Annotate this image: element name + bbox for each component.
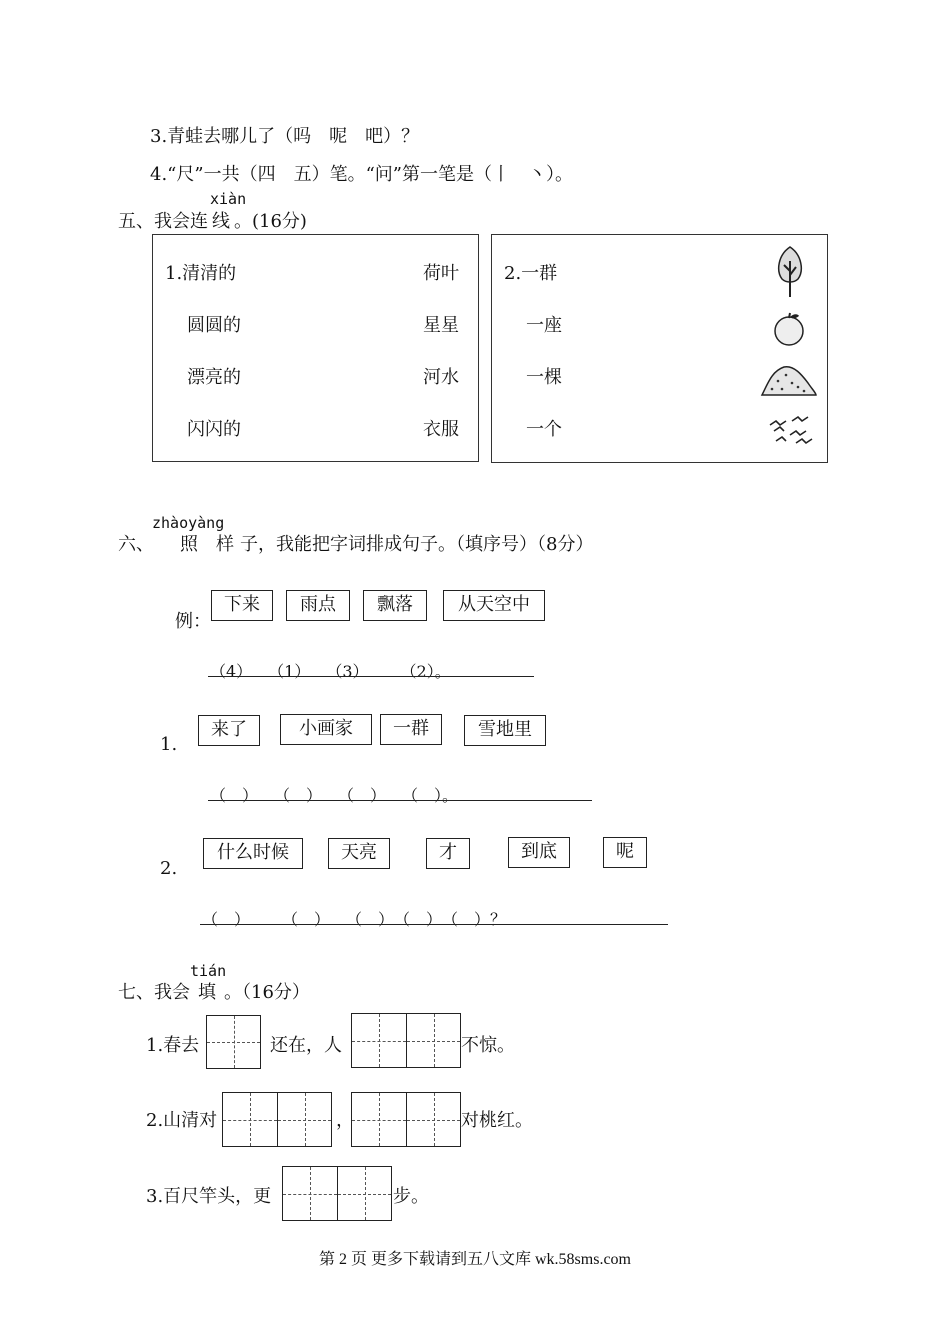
q2-underline — [200, 924, 668, 925]
fill-q2-mid: ， — [336, 1110, 354, 1131]
fill-grid[interactable] — [282, 1166, 392, 1221]
q2-word-box: 呢 — [603, 837, 647, 868]
fill-q2-pre: 2.山清对 — [146, 1110, 218, 1131]
measure-4: 一个 — [526, 419, 562, 440]
q1-number: 1. — [160, 734, 178, 755]
q1-word-box: 小画家 — [280, 714, 372, 745]
pinyin-xian: xiàn — [210, 190, 247, 208]
q1-answer[interactable]: （ ） （ ） （ ） （ ）。 — [210, 786, 459, 805]
example-label: 例： — [175, 611, 211, 632]
section-6-title — [118, 530, 593, 556]
section-7-title — [118, 978, 310, 1004]
example-answer: （4） （1） （3） （2）。 — [210, 662, 451, 681]
noun-3: 河水 — [423, 367, 459, 388]
fill-q3-post: 步。 — [393, 1186, 429, 1207]
fill-grid[interactable] — [222, 1092, 332, 1147]
title-char: 填 — [198, 982, 216, 1003]
matching-box-right — [491, 234, 828, 463]
example-word-box: 雨点 — [286, 590, 350, 621]
question-4: 4.“尺”一共（四 五）笔。“问”第一笔是（丨 丶）。 — [150, 164, 573, 185]
title-post: 子，我能把字词排成句子。（填序号）（8分） — [240, 534, 594, 555]
q2-word-box: 到底 — [508, 837, 570, 868]
adjective-1: 1.清清的 — [165, 263, 237, 284]
tree-icon — [772, 245, 808, 299]
fill-grid[interactable] — [351, 1013, 461, 1068]
hill-icon — [758, 361, 818, 397]
matching-box-left — [152, 234, 479, 462]
apple-icon — [770, 311, 808, 347]
noun-2: 星星 — [423, 315, 459, 336]
example-word-box: 飘落 — [363, 590, 427, 621]
q2-answer[interactable]: （ ） （ ） （ ） （ ） （ ）？ — [202, 910, 507, 929]
q1-underline — [208, 800, 592, 801]
title-pre: 五、我会连 — [118, 211, 208, 232]
adjective-4: 闪闪的 — [187, 419, 241, 440]
page-footer: 第 2 页 更多下载请到五八文库 wk.58sms.com — [318, 1251, 631, 1268]
title-chars: 照 样 — [180, 534, 234, 555]
birds-icon — [766, 413, 814, 449]
title-pre: 七、我会 — [118, 982, 190, 1003]
q2-number: 2. — [160, 858, 178, 879]
fill-q2-post: 对桃红。 — [461, 1110, 533, 1131]
q1-word-box: 雪地里 — [464, 715, 546, 746]
section-5-title — [118, 207, 307, 233]
measure-3: 一棵 — [526, 367, 562, 388]
title-post: 。(16分) — [234, 211, 307, 232]
pinyin-tian: tián — [190, 962, 227, 980]
question-3: 3.青蛙去哪儿了（吗 呢 吧）？ — [150, 126, 420, 147]
example-underline — [208, 676, 534, 677]
fill-q1-pre: 1.春去 — [146, 1035, 200, 1056]
adjective-3: 漂亮的 — [187, 367, 241, 388]
q2-word-box: 天亮 — [328, 838, 390, 869]
measure-1: 2.一群 — [504, 263, 558, 284]
fill-grid[interactable] — [351, 1092, 461, 1147]
fill-q1-post: 不惊。 — [461, 1035, 515, 1056]
q2-word-box: 才 — [426, 838, 470, 869]
pinyin-zhaoyang: zhàoyàng — [152, 514, 225, 532]
fill-q3-pre: 3.百尺竿头，更 — [146, 1186, 272, 1207]
adjective-2: 圆圆的 — [187, 315, 241, 336]
noun-4: 衣服 — [423, 419, 459, 440]
noun-1: 荷叶 — [423, 263, 459, 284]
example-word-box: 从天空中 — [443, 590, 545, 621]
example-word-box: 下来 — [211, 590, 273, 621]
q1-word-box: 一群 — [380, 714, 442, 745]
fill-q1-mid: 还在，人 — [270, 1035, 342, 1056]
q1-word-box: 来了 — [198, 715, 260, 746]
q2-word-box: 什么时候 — [203, 838, 303, 869]
fill-grid[interactable] — [206, 1015, 261, 1069]
title-post: 。（16分） — [224, 982, 310, 1003]
measure-2: 一座 — [526, 315, 562, 336]
title-pre: 六、 — [118, 534, 154, 555]
title-char: 线 — [212, 211, 230, 232]
